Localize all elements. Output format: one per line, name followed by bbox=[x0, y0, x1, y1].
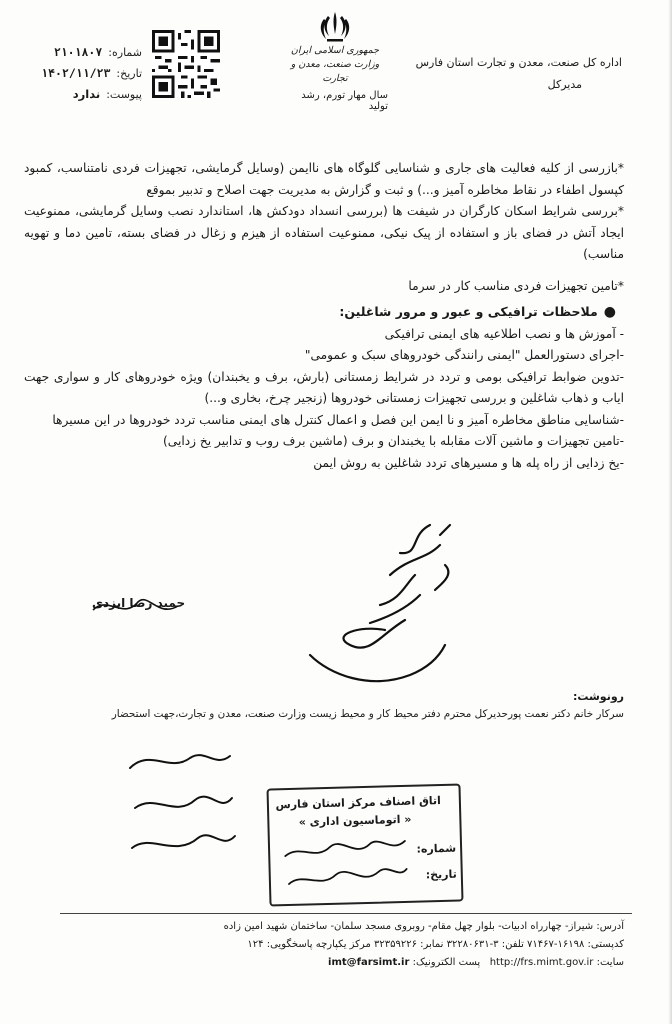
letter-footer bbox=[60, 918, 624, 972]
organization-name: اداره کل صنعت، معدن و تجارت استان فارس bbox=[415, 56, 622, 69]
traffic-item: - آموزش ها و نصب اطلاعیه های ایمنی ترافیکی bbox=[384, 326, 624, 341]
letter-number-value: ۲۱۰۱۸۰۷ bbox=[53, 45, 103, 59]
traffic-item: -اجرای دستورالعمل "ایمنی رانندگی خودروهای سبک و عمومی" bbox=[304, 348, 624, 362]
letter-body bbox=[24, 158, 624, 474]
footer-address: آدرس: شیراز- چهارراه ادبیات- بلوار چهل مقام- روبروی مسجد سلمان- ساختمان شهید امین زاده bbox=[223, 921, 624, 932]
emblem-block bbox=[280, 10, 390, 112]
traffic-item: -تدوین ضوابط ترافیکی بومی و تردد در شرایط زمستانی (بارش، برف و یخبندان) ویژه خودروهای کار و سواری جهت ایاب و ذهاب شاغلین و بررسی تجهیزات زمستانی خودروها (زنجیر چرخ، بخاری و...) bbox=[24, 369, 624, 405]
organization-role: مدیرکل bbox=[547, 78, 582, 91]
footer-site-label: سایت: bbox=[596, 957, 624, 968]
bullet-icon: ● bbox=[603, 304, 616, 320]
cc-label: رونوشت: bbox=[572, 690, 624, 703]
footer-divider bbox=[60, 913, 632, 914]
traffic-item: -یخ زدایی از راه پله ها و مسیرهای تردد شاغلین به روش ایمن bbox=[313, 455, 624, 470]
letter-number-label: شماره: bbox=[108, 46, 142, 59]
qr-code-icon bbox=[152, 30, 220, 98]
footer-web bbox=[60, 954, 624, 972]
organization-block bbox=[392, 52, 622, 96]
letter-attachment-row bbox=[22, 84, 142, 105]
footer-email-link[interactable]: imt@farsimt.ir bbox=[328, 957, 410, 968]
year-slogan: سال مهار تورم، رشد تولید bbox=[301, 90, 388, 112]
emblem-caption-line2: وزارت صنعت، معدن و تجارت bbox=[290, 59, 380, 84]
letter-attachment-label: پیوست: bbox=[106, 88, 142, 101]
handwritten-annotation-icon bbox=[290, 505, 470, 695]
signer-name: حمید رضا ایزدی bbox=[92, 596, 186, 610]
body-paragraph-equipment: *تامین تجهیزات فردی مناسب کار در سرما bbox=[408, 278, 624, 293]
cc-recipient: سرکار خانم دکتر نعمت پورحدیرکل محترم دفتر محیط کار و محیط زیست وزارت صنعت، معدن و تجارت،جهت استحضار bbox=[111, 708, 624, 720]
stamp-date-label: تاریخ: bbox=[425, 867, 457, 882]
signature-scribble-icon bbox=[88, 590, 186, 626]
handwritten-notes-icon bbox=[120, 738, 240, 868]
footer-contact: کدپستی: ۱۶۱۹۸-۷۱۴۶۷ تلفن: ۳-۳۲۲۸۰۶۳۱ نمابر: ۳۲۳۵۹۲۲۶ مرکز یکپارچه پاسخگویی: ۱۲۴ bbox=[247, 939, 624, 950]
secretariat-stamp bbox=[266, 783, 463, 906]
body-paragraph-worker-housing: *بررسی شرایط اسکان کارگران در شیفت ها (بررسی انسداد دودکش ها، استاندارد نصب وسایل گرمایشی، ممنوعیت ایجاد آتش در فضای باز و استفاده از پیک نیکی، ممنوعیت استفاده از هیزم و زغال در فضای بسته، تامین دما و تهویه مناسب) bbox=[24, 204, 624, 261]
iran-emblem-icon bbox=[317, 10, 353, 44]
stamp-system: « اتوماسیون اداری » bbox=[298, 812, 412, 829]
emblem-caption bbox=[280, 44, 390, 86]
stamp-org: اتاق اصناف مرکز استان فارس bbox=[275, 794, 442, 812]
letter-date-label: تاریخ: bbox=[116, 67, 142, 80]
stamp-number-label: شماره: bbox=[416, 841, 457, 856]
letter-meta bbox=[22, 42, 142, 105]
traffic-subheading bbox=[24, 301, 616, 324]
scan-edge bbox=[668, 0, 672, 1024]
letter-date-value: ۱۴۰۲/۱۱/۲۳ bbox=[41, 66, 111, 80]
traffic-item: -تامین تجهیزات و ماشین آلات مقابله با یخبندان و برف (ماشین برف روب و تدابیر یخ زدایی) bbox=[163, 434, 624, 448]
body-paragraph-inspection: *بازرسی از کلیه فعالیت های جاری و شناسایی گلوگاه های ناایمن (وسایل گرمایشی، تجهیزات فردی نامتناسب، کمبود کپسول اطفاء در نقاط مخاطره آمیز و...) و ثبت و گزارش به مدیریت جهت اصلاح و تدبیر بموقع bbox=[24, 161, 624, 197]
footer-site-link[interactable]: http://frs.mimt.gov.ir bbox=[489, 957, 594, 968]
emblem-caption-line1: جمهوری اسلامی ایران bbox=[290, 45, 380, 56]
traffic-subheading-text: ملاحظات ترافیکی و عبور و مرور شاغلین: bbox=[339, 304, 598, 319]
letter-number-row bbox=[22, 42, 142, 63]
traffic-item: -شناسایی مناطق مخاطره آمیز و نا ایمن این فصل و اعمال کنترل های ایمنی مناسب تردد خودروها در این مسیرها bbox=[52, 412, 624, 427]
letter-date-row bbox=[22, 63, 142, 84]
footer-email-label: پست الکترونیک: bbox=[412, 957, 481, 968]
stamp-handwritten-number-icon bbox=[280, 831, 412, 894]
letter-attachment-value: ندارد bbox=[72, 87, 101, 101]
